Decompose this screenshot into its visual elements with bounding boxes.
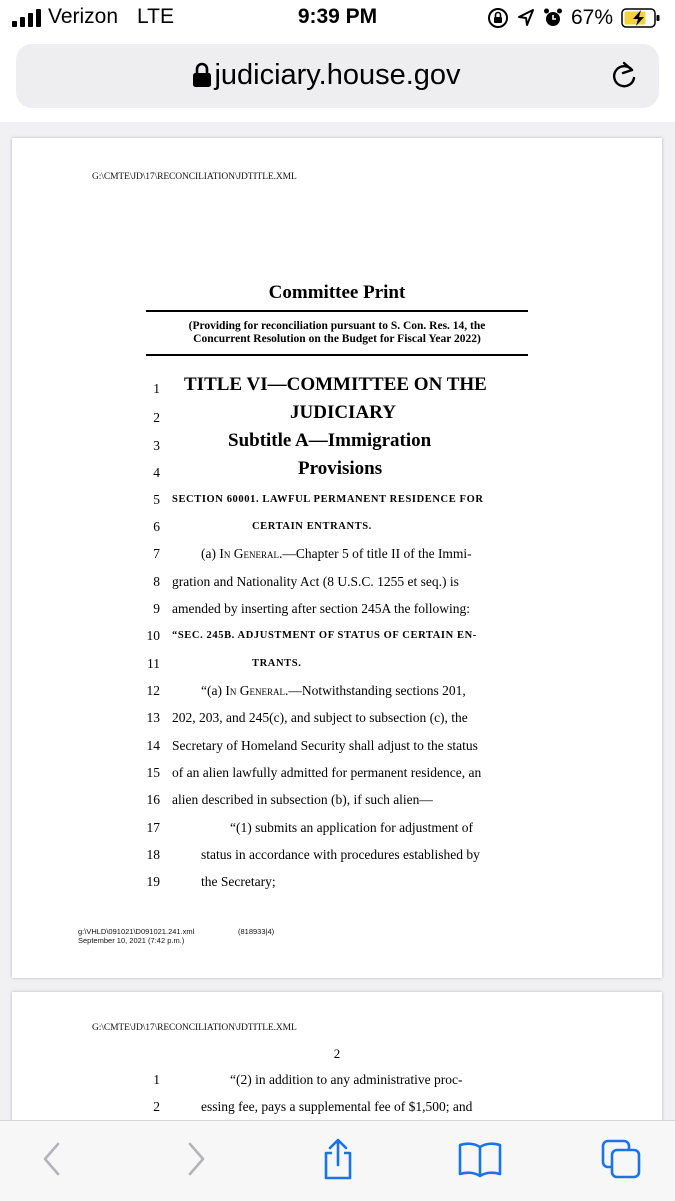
file-path: G:\CMTE\JD\17\RECONCILIATION\JDTITLE.XML [92, 1023, 297, 1033]
line-number: 16 [146, 792, 160, 807]
line-number: 3 [153, 438, 160, 453]
line-number: 4 [153, 465, 160, 480]
carrier-name: Verizon [48, 5, 119, 28]
line-number: 2 [153, 1099, 160, 1114]
bookmarks-button[interactable] [452, 1137, 508, 1181]
tabs-icon [600, 1138, 642, 1180]
line-number: 11 [147, 656, 160, 671]
url-text[interactable]: judiciary.house.gov [214, 59, 461, 91]
line-number: 7 [153, 546, 160, 561]
subtitle-heading: Subtitle A—Immigration [228, 430, 432, 451]
text-rest: .—Chapter 5 of title II of the Immi- [278, 546, 472, 561]
body-text [201, 683, 466, 699]
battery-charging-icon [621, 7, 661, 29]
line-number: 2 [153, 410, 160, 425]
text-rest: .—Notwithstanding sections 201, [284, 683, 466, 698]
small-caps-heading: In General [219, 546, 279, 561]
body-text: essing fee, pays a supplemental fee of $1,500; and [201, 1099, 473, 1114]
forward-button[interactable] [168, 1137, 224, 1181]
footer-date: September 10, 2021 (7:42 p.m.) [78, 936, 185, 945]
divider [146, 354, 528, 356]
body-text: status in accordance with procedures established by [201, 847, 480, 862]
document-subtitle [146, 320, 528, 346]
tabs-button[interactable] [593, 1137, 649, 1181]
line-number: 15 [146, 765, 160, 780]
alarm-icon [543, 7, 563, 29]
page-number: 2 [333, 1046, 341, 1061]
body-text: alien described in subsection (b), if such alien— [172, 792, 433, 807]
browser-toolbar [0, 1120, 675, 1201]
line-number: 14 [146, 738, 160, 753]
subtitle-heading: Provisions [298, 458, 383, 479]
back-icon [40, 1141, 64, 1177]
line-number: 6 [153, 519, 160, 534]
line-number: 9 [153, 601, 160, 616]
status-icons [487, 6, 661, 30]
page-footer [78, 927, 194, 945]
line-number: 5 [153, 492, 160, 507]
network-type: LTE [137, 5, 174, 28]
battery-percent: 67% [570, 6, 613, 29]
line-number: 10 [146, 628, 160, 643]
bookmarks-icon [457, 1140, 503, 1178]
text-prefix: (a) [201, 546, 220, 561]
file-path: G:\CMTE\JD\17\RECONCILIATION\JDTITLE.XML [92, 172, 297, 182]
footer-file: g:\VHLD\091021\D091021.241.xml [78, 927, 195, 936]
section-heading: SECTION 60001. LAWFUL PERMANENT RESIDENCE FOR [172, 494, 484, 505]
footer-code: (818933|4) [238, 927, 275, 936]
body-text: 202, 203, and 245(c), and subject to subsection (c), the [172, 710, 468, 725]
line-number: 1 [153, 381, 160, 396]
back-button[interactable] [24, 1137, 80, 1181]
status-bar [0, 0, 675, 40]
body-text: gration and Nationality Act (8 U.S.C. 1255 et seq.) is [172, 574, 459, 589]
address-bar[interactable] [16, 44, 659, 108]
share-button[interactable] [310, 1137, 366, 1181]
section-heading: TRANTS. [252, 658, 302, 669]
reload-icon[interactable] [609, 60, 639, 92]
forward-icon [184, 1141, 208, 1177]
line-number: 8 [153, 574, 160, 589]
line-number: 17 [146, 820, 160, 835]
text-prefix: “(a) [201, 683, 226, 698]
section-heading: CERTAIN ENTRANTS. [252, 521, 372, 532]
clock: 9:39 PM [297, 5, 378, 28]
small-caps-heading: In General [225, 683, 285, 698]
body-text: Secretary of Homeland Security shall adjust to the status [172, 738, 478, 753]
body-text: “(2) in addition to any administrative proc- [230, 1072, 463, 1087]
section-heading: “SEC. 245B. ADJUSTMENT OF STATUS OF CERTAIN EN- [172, 630, 477, 641]
line-number: 12 [146, 683, 160, 698]
pdf-page-1 [12, 138, 662, 978]
body-text: “(1) submits an application for adjustment of [230, 820, 473, 835]
body-text [201, 546, 472, 562]
body-text: amended by inserting after section 245A the following: [172, 601, 471, 616]
location-icon [517, 8, 535, 28]
subtitle-line: Concurrent Resolution on the Budget for Fiscal Year 2022) [193, 333, 481, 345]
page-title: Committee Print [268, 282, 406, 303]
body-text: the Secretary; [201, 874, 276, 889]
share-icon [320, 1137, 356, 1181]
subtitle-line: (Providing for reconciliation pursuant to S. Con. Res. 14, the [188, 320, 486, 332]
orientation-lock-icon [487, 7, 509, 29]
pdf-page-2 [12, 992, 662, 1120]
line-number: 13 [146, 710, 160, 725]
line-number: 18 [146, 847, 160, 862]
pdf-viewer[interactable] [0, 122, 675, 1120]
line-number: 19 [146, 874, 160, 889]
line-number: 1 [153, 1072, 160, 1087]
title-heading: JUDICIARY [290, 402, 396, 423]
divider [146, 310, 528, 312]
title-heading: TITLE VI—COMMITTEE ON THE [184, 374, 487, 395]
body-text: of an alien lawfully admitted for permanent residence, an [172, 765, 482, 780]
signal-bars-icon [12, 8, 44, 28]
